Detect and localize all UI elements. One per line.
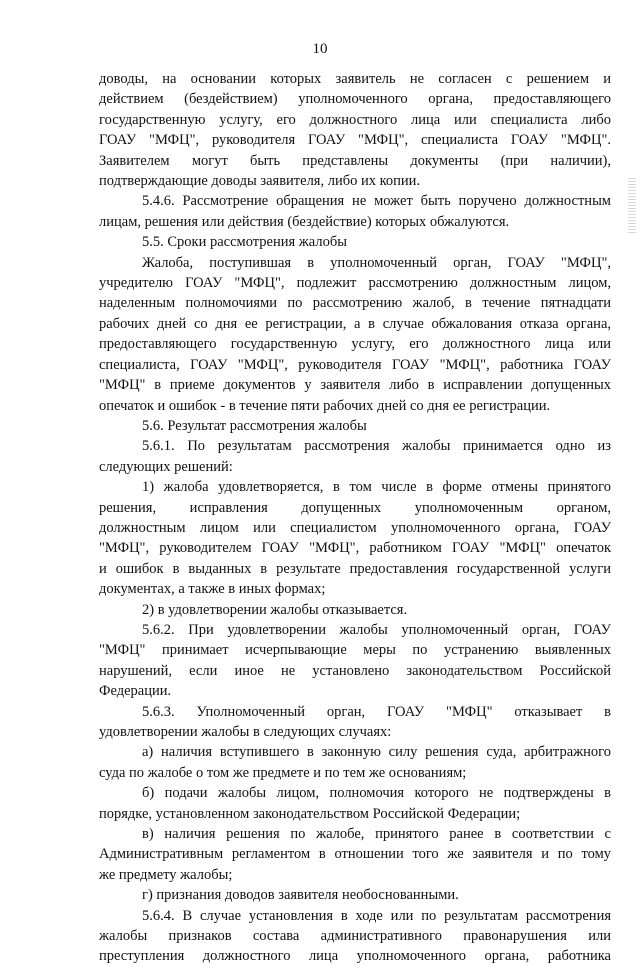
text-line: подтверждающие доводы заявителя, либо их копии. bbox=[99, 173, 421, 190]
text-line: лицам, решения или действия (бездействие) которых обжалуются. bbox=[99, 213, 510, 230]
document-body bbox=[99, 69, 611, 967]
text-line: 5.6.1. По результатам рассмотрения жалобы принимается одно из bbox=[142, 438, 611, 455]
margin-scan-mark bbox=[628, 178, 636, 234]
text-line: преступления должностного лица уполномоченного органа, работника bbox=[99, 948, 611, 965]
text-line: жалобы признаков состава административного правонарушения или bbox=[99, 928, 611, 945]
text-line: учредителю ГОАУ "МФЦ", подлежит рассмотрению должностным лицом, bbox=[99, 275, 611, 292]
section-heading: 5.6. Результат рассмотрения жалобы bbox=[142, 417, 367, 434]
text-line: Заявителем могут быть представлены документы (при наличии), bbox=[99, 152, 611, 169]
text-line: "МФЦ" принимает исчерпывающие меры по устранению выявленных bbox=[99, 642, 611, 659]
text-line: а) наличия вступившего в законную силу решения суда, арбитражного bbox=[142, 744, 611, 761]
text-line: г) признания доводов заявителя необоснованными. bbox=[142, 887, 459, 904]
text-line: специалиста, ГОАУ "МФЦ", руководителя ГОАУ "МФЦ", работника ГОАУ bbox=[99, 356, 611, 373]
text-line: 5.6.3. Уполномоченный орган, ГОАУ "МФЦ" отказывает в bbox=[142, 703, 611, 720]
text-line: 5.6.4. В случае установления в ходе или по результатам рассмотрения bbox=[142, 907, 611, 924]
text-line: б) подачи жалобы лицом, полномочия которого не подтверждены в bbox=[142, 785, 611, 802]
text-line: доводы, на основании которых заявитель не согласен с решением и bbox=[99, 71, 611, 87]
text-line: и ошибок в выданных в результате предоставления государственной услуги bbox=[99, 560, 611, 577]
text-line: удовлетворении жалобы в следующих случаях: bbox=[99, 724, 392, 740]
text-line: рабочих дней со дня ее регистрации, а в случае обжалования отказа органа, bbox=[99, 315, 611, 332]
text-line: в) наличия решения по жалобе, принятого ранее в соответствии с bbox=[142, 826, 611, 843]
text-line: 1) жалоба удовлетворяется, в том числе в форме отмены принятого bbox=[142, 479, 611, 496]
text-line: государственную услугу, его должностного лица или специалиста либо bbox=[99, 111, 611, 128]
text-line: Федерации. bbox=[99, 683, 172, 700]
text-line: документах, а также в иных формах; bbox=[99, 581, 326, 598]
text-line: суда по жалобе о том же предмете и по тем же основаниям; bbox=[99, 764, 467, 781]
text-line: "МФЦ", руководителем ГОАУ "МФЦ", работником ГОАУ "МФЦ" опечаток bbox=[99, 540, 611, 557]
text-line: ГОАУ "МФЦ", руководителя ГОАУ "МФЦ", специалиста ГОАУ "МФЦ". bbox=[99, 132, 611, 149]
text-line: 5.6.2. При удовлетворении жалобы уполномоченный орган, ГОАУ bbox=[142, 621, 611, 638]
text-line: опечаток и ошибок - в течение пяти рабочих дней со дня ее регистрации. bbox=[99, 397, 551, 414]
text-line: же предмету жалобы; bbox=[99, 866, 233, 883]
text-line: 2) в удовлетворении жалобы отказывается. bbox=[142, 601, 408, 618]
text-line: порядке, установленном законодательством Российской Федерации; bbox=[99, 805, 521, 822]
text-line: должностным лицом или специалистом уполномоченного органа, ГОАУ bbox=[99, 519, 611, 536]
text-line: решения, исправления допущенных уполномоченным органом, bbox=[99, 499, 611, 516]
text-line: наделенным полномочиями по рассмотрению жалоб, в течение пятнадцати bbox=[99, 295, 611, 312]
text-line: Административным регламентом в отношении того же заявителя и по тому bbox=[99, 846, 611, 863]
text-line: "МФЦ" в приеме документов у заявителя либо в исправлении допущенных bbox=[99, 377, 611, 394]
page-number: 10 bbox=[312, 41, 328, 57]
text-line: Жалоба, поступившая в уполномоченный орган, ГОАУ "МФЦ", bbox=[142, 254, 611, 271]
text-line: 5.4.6. Рассмотрение обращения не может быть поручено должностным bbox=[142, 193, 611, 210]
text-line: действием (бездействием) уполномоченного органа, предоставляющего bbox=[99, 91, 611, 108]
text-line: нарушений, если иное не установлено законодательством Российской bbox=[99, 662, 611, 679]
section-heading: 5.5. Сроки рассмотрения жалобы bbox=[142, 234, 347, 251]
text-line: предоставляющего государственную услугу, его должностного лица или bbox=[99, 336, 611, 353]
text-line: следующих решений: bbox=[99, 458, 233, 475]
